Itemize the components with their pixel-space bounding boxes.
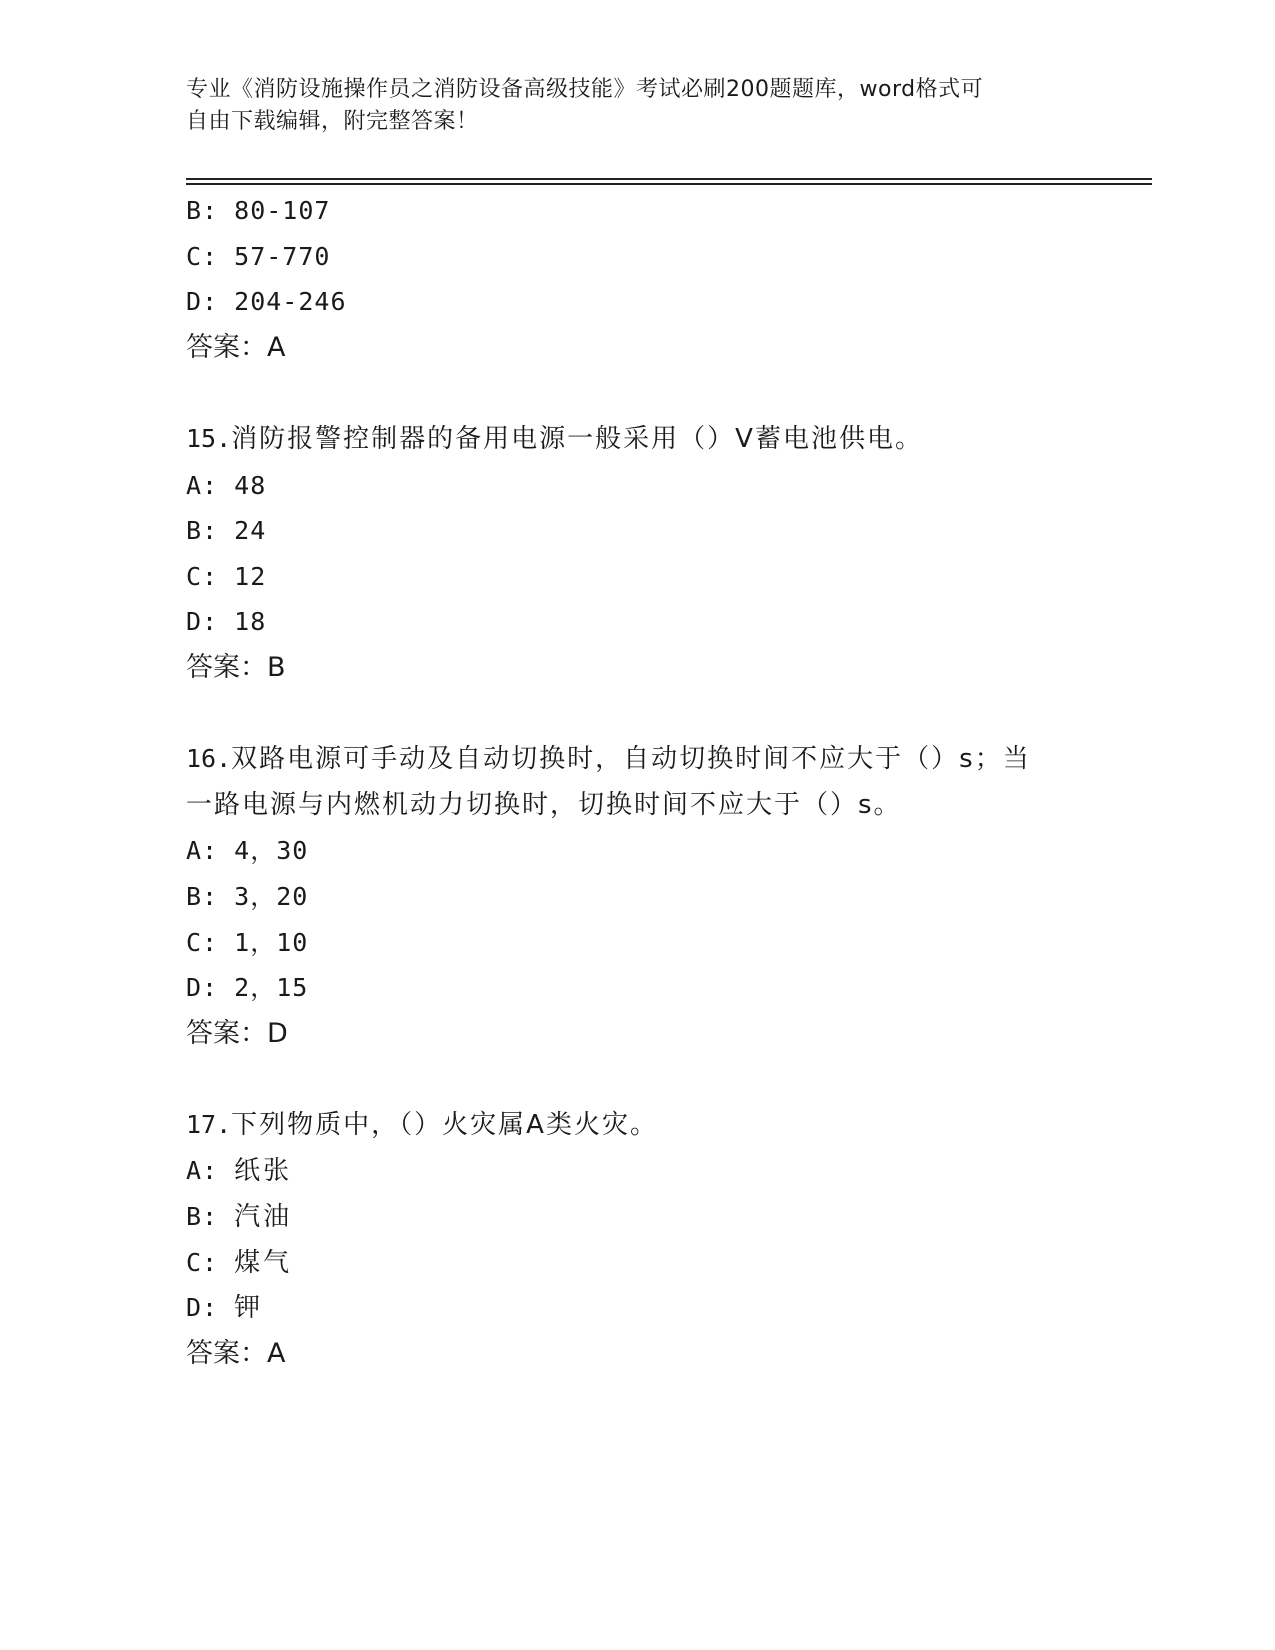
option-row: [186, 1148, 1086, 1194]
option-label: B:: [186, 516, 235, 546]
option-row: [186, 554, 1086, 600]
option-label: B:: [186, 196, 235, 225]
option-row: [186, 965, 1086, 1011]
option-label: C:: [186, 927, 235, 957]
header-line-2: 自由下载编辑，附完整答案！: [186, 109, 479, 134]
option-text: 12: [234, 561, 267, 591]
option-text: 煤气: [234, 1247, 293, 1278]
question-text-line-1: 双路电源可手动及自动切换时，自动切换时间不应大于（）s；当: [231, 744, 1031, 775]
option-row: [186, 599, 1086, 645]
document-header: [186, 74, 1086, 138]
option-label: A:: [186, 1156, 235, 1186]
option-label: A:: [186, 470, 235, 500]
option-row: [186, 279, 1086, 325]
option-text: 3，20: [234, 881, 309, 911]
option-label: A:: [186, 836, 235, 866]
question-text: 消防报警控制器的备用电源一般采用（）V蓄电池供电。: [231, 423, 923, 454]
option-text: 48: [234, 470, 267, 500]
question-15: [186, 416, 1086, 691]
option-row: [186, 508, 1086, 554]
option-row: [186, 1285, 1086, 1331]
option-text: 24: [234, 516, 267, 546]
option-label: D:: [186, 1293, 235, 1323]
option-row: [186, 920, 1086, 966]
header-divider-top: [186, 178, 1152, 180]
question-text: 下列物质中，（）火灾属A类火灾。: [231, 1109, 658, 1140]
question-number: 17.: [186, 1109, 232, 1139]
option-row: [186, 1194, 1086, 1240]
option-label: C:: [186, 561, 235, 591]
option-label: B:: [186, 881, 235, 911]
answer-line: 答案：D: [186, 1017, 288, 1049]
option-label: D:: [186, 287, 235, 317]
option-text: 204-246: [234, 287, 347, 317]
option-text: 纸张: [234, 1156, 293, 1187]
option-label: C:: [186, 241, 235, 271]
option-label: C:: [186, 1247, 235, 1277]
option-row: [186, 828, 1086, 874]
option-row: [186, 234, 1086, 280]
option-label: D:: [186, 607, 235, 637]
option-text: 钾: [234, 1293, 264, 1324]
question-number: 16.: [186, 744, 232, 774]
option-label: D:: [186, 973, 235, 1003]
option-row: [186, 188, 1086, 234]
option-text: 18: [234, 607, 267, 637]
answer-line: 答案：A: [186, 331, 286, 363]
option-row: [186, 874, 1086, 920]
question-16: [186, 736, 1086, 1056]
answer-line: 答案：A: [186, 1337, 286, 1369]
question-number: 15.: [186, 423, 232, 453]
option-text: 57-770: [234, 241, 331, 271]
question-17: [186, 1102, 1086, 1377]
question-text-line-2: 一路电源与内燃机动力切换时，切换时间不应大于（）s。: [186, 789, 902, 820]
option-row: [186, 463, 1086, 509]
answer-line: 答案：B: [186, 651, 286, 683]
option-label: B:: [186, 1202, 235, 1232]
header-divider-bottom: [186, 183, 1152, 185]
question-stem: [186, 1102, 1086, 1149]
option-text: 1，10: [234, 927, 309, 957]
question-list: [186, 188, 1086, 1376]
question-stem-continued: [186, 783, 1086, 829]
header-line-1: 专业《消防设施操作员之消防设备高级技能》考试必刷200题题库，word格式可: [186, 77, 984, 102]
option-text: 80-107: [234, 196, 331, 225]
question-stem: [186, 736, 1086, 783]
option-row: [186, 1240, 1086, 1286]
question-stem: [186, 416, 1086, 463]
option-text: 4，30: [234, 836, 309, 866]
option-text: 2，15: [234, 973, 309, 1003]
option-text: 汽油: [234, 1202, 293, 1233]
prev-question: [186, 188, 1086, 370]
